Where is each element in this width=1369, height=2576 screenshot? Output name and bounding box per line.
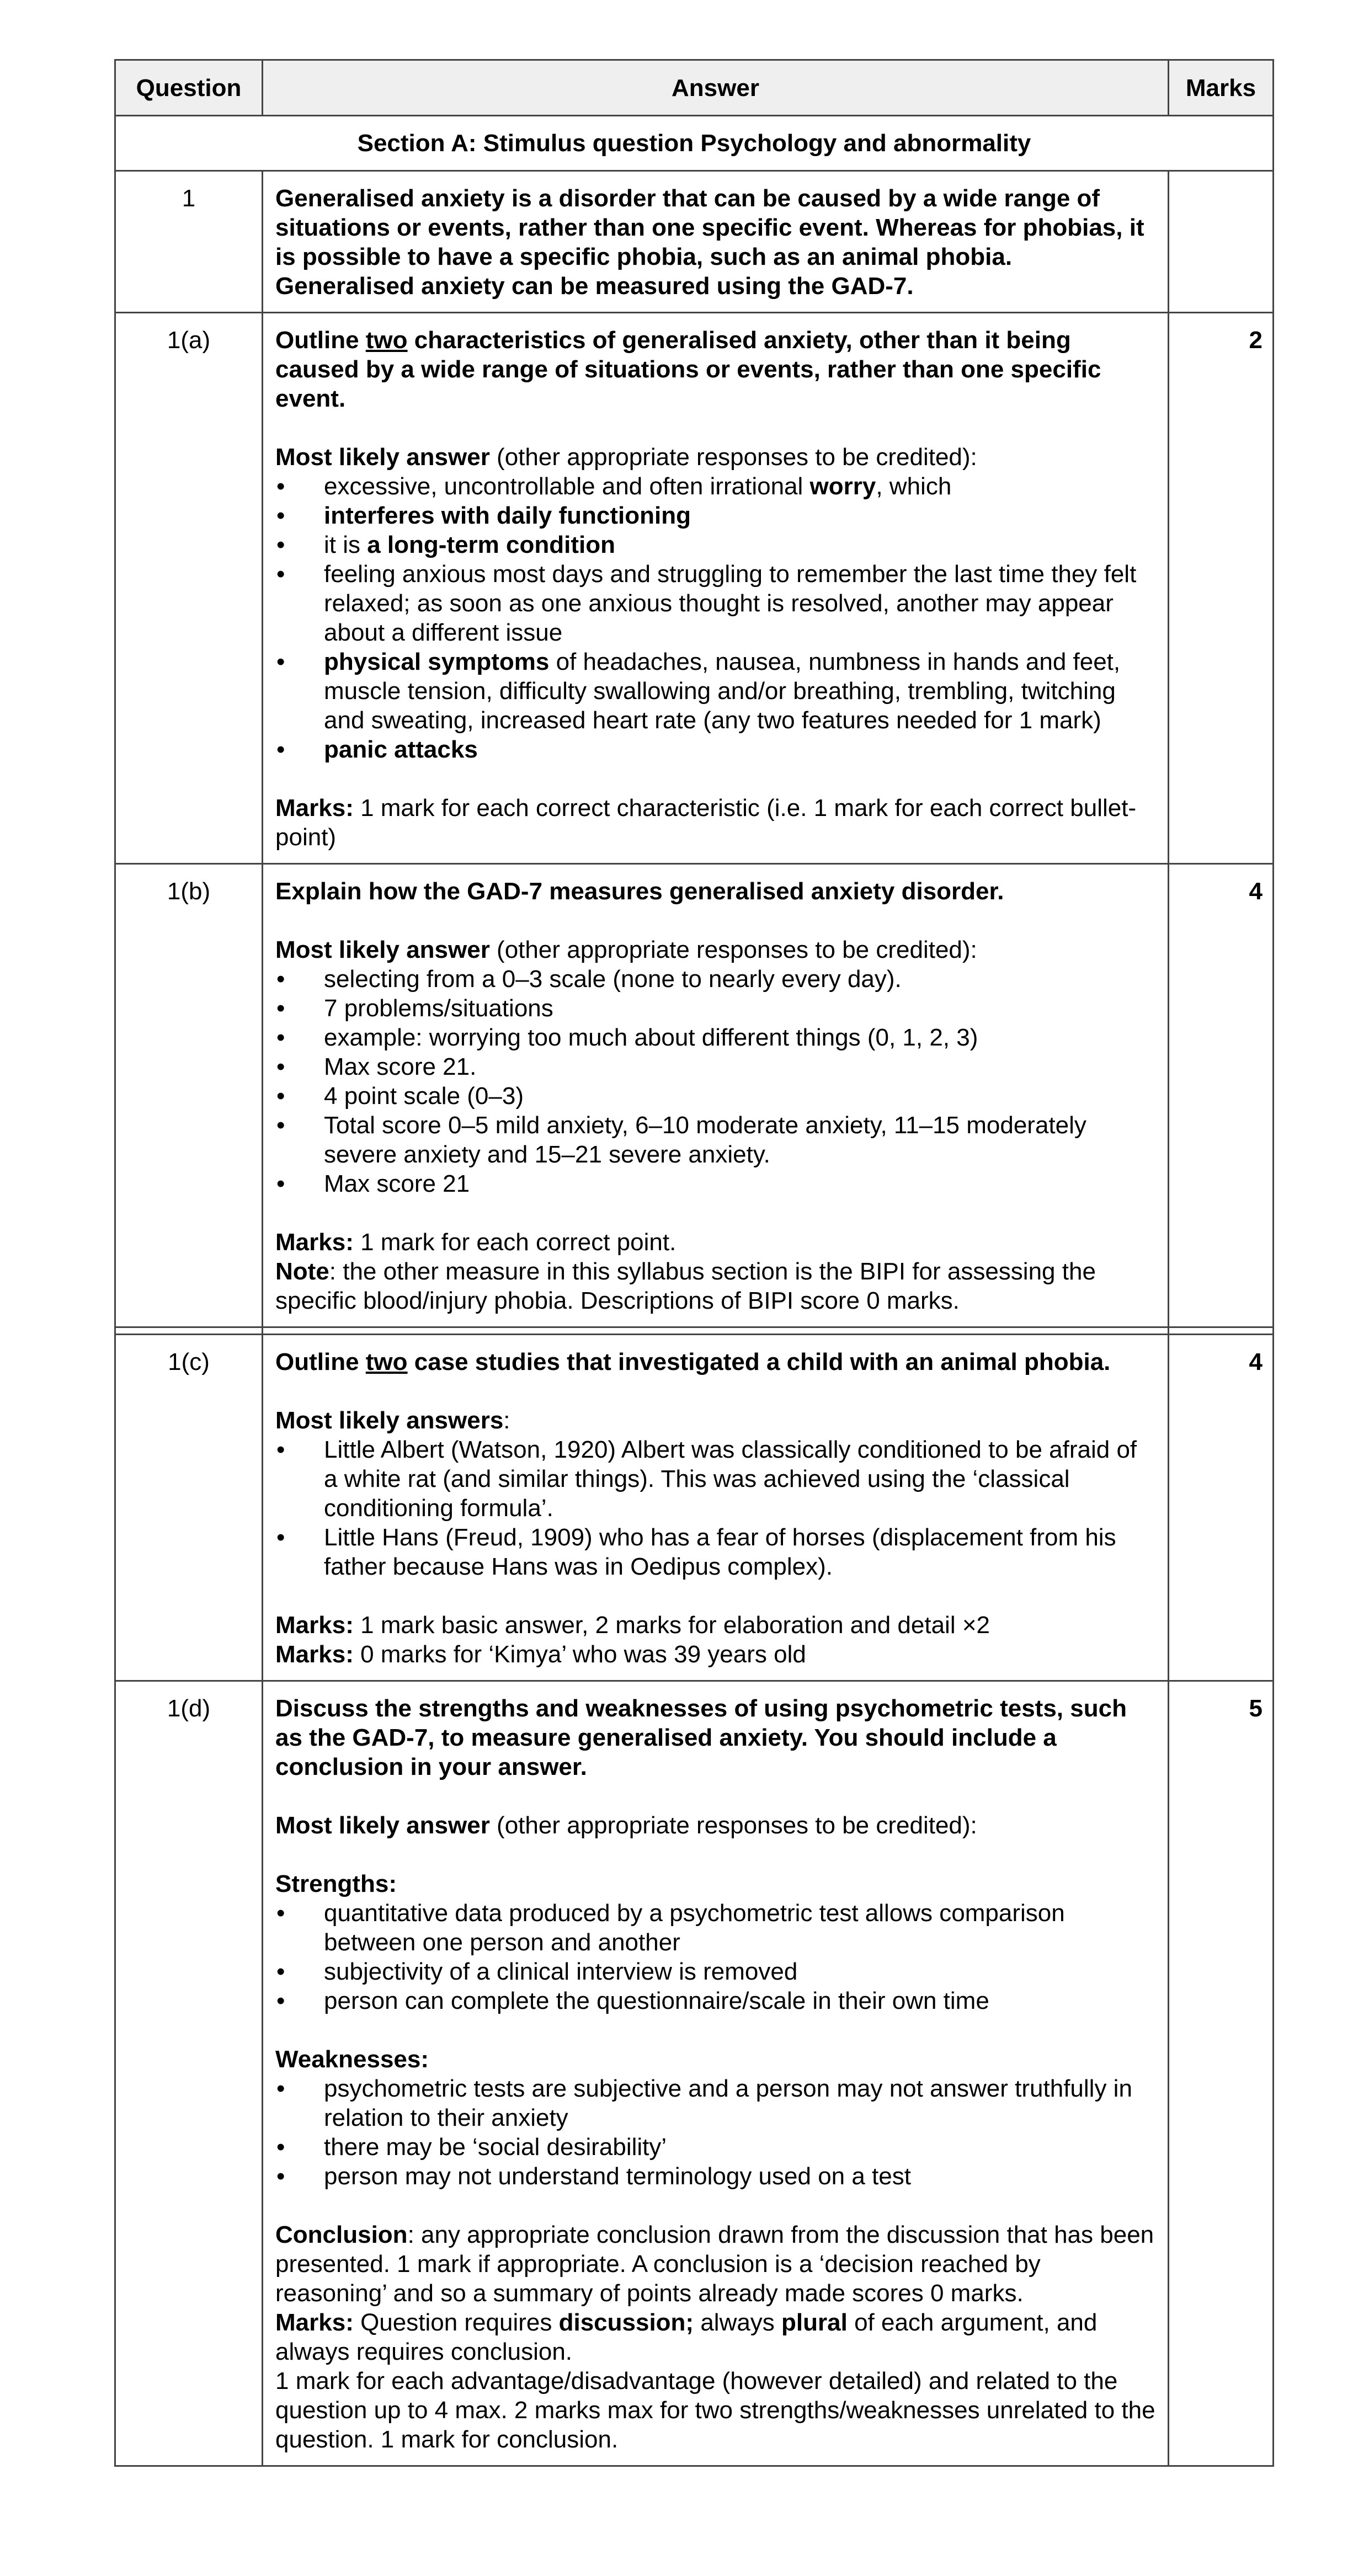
question-row-1d [115, 1681, 1274, 2466]
answer-bullets [275, 1435, 1155, 1581]
question-number: 1(a) [115, 313, 263, 864]
question-number: 1(d) [115, 1681, 263, 2466]
note: Note: the other measure in this syllabus section is the BIPI for assessing the specific blood/injury phobia. Descriptions of BIPI score 0 marks. [275, 1258, 1096, 1314]
marks-value: 5 [1169, 1681, 1274, 2466]
question-number: 1(c) [115, 1335, 263, 1681]
list-item: • quantitative data produced by a psychometric test allows comparison between one person and another [275, 1898, 1155, 1957]
answer-bullets [275, 472, 1155, 764]
question-row-1a [115, 313, 1274, 864]
list-item: • it is a long-term condition [275, 530, 1155, 559]
section-title: Section A: Stimulus question Psychology and abnormality [115, 116, 1274, 171]
most-likely-answer: Most likely answer (other appropriate responses to be credited): [275, 444, 977, 471]
list-item: • excessive, uncontrollable and often irrational worry, which [275, 472, 1155, 501]
question-prompt: Outline two characteristics of generalised anxiety, other than it being caused by a wide range of situations or events, rather than one specific event. [275, 327, 1101, 412]
header-row [115, 60, 1274, 116]
list-item: • Total score 0–5 mild anxiety, 6–10 moderate anxiety, 11–15 moderately severe anxiety and 15–21 severe anxiety. [275, 1111, 1155, 1169]
question-prompt: Discuss the strengths and weaknesses of using psychometric tests, such as the GAD-7, to measure generalised anxiety. You should include a conclusion in your answer. [275, 1695, 1127, 1780]
answer-cell [263, 864, 1169, 1327]
marks-value: 2 [1169, 313, 1274, 864]
list-item: • Little Albert (Watson, 1920) Albert was classically conditioned to be afraid of a white rat (and similar things). This was achieved using the ‘classical conditioning formula’. [275, 1435, 1155, 1523]
answer-cell [263, 313, 1169, 864]
list-item: • 7 problems/situations [275, 994, 1155, 1023]
list-item: • 4 point scale (0–3) [275, 1081, 1155, 1111]
list-item: • example: worrying too much about different things (0, 1, 2, 3) [275, 1023, 1155, 1052]
marks-guidance: Marks: 1 mark basic answer, 2 marks for elaboration and detail ×2 [275, 1612, 990, 1639]
section-row [115, 116, 1274, 171]
question-row-1c [115, 1335, 1274, 1681]
conclusion: Conclusion: any appropriate conclusion drawn from the discussion that has been presented. 1 mark if appropriate. A conclusion is a ‘decision reached by reasoning’ and so a summary of points already made scores 0 marks. [275, 2221, 1154, 2307]
answer-bullets [275, 964, 1155, 1198]
question-number: 1(b) [115, 864, 263, 1327]
question-prompt: Outline two case studies that investigated a child with an animal phobia. [275, 1348, 1111, 1375]
list-item: • there may be ‘social desirability’ [275, 2132, 1155, 2162]
list-item: • interferes with daily functioning [275, 501, 1155, 530]
list-item: • psychometric tests are subjective and a person may not answer truthfully in relation to their anxiety [275, 2074, 1155, 2132]
weaknesses-list [275, 2074, 1155, 2191]
list-item: • Max score 21 [275, 1169, 1155, 1198]
most-likely-answer: Most likely answer (other appropriate responses to be credited): [275, 936, 977, 963]
final-guidance: 1 mark for each advantage/disadvantage (however detailed) and related to the question up to 4 max. 2 marks max for two strengths/weaknesses unrelated to the question. 1 mark for conclusion. [275, 2367, 1155, 2453]
list-item: • feeling anxious most days and struggling to remember the last time they felt relaxed; as soon as one anxious thought is resolved, another may appear about a different issue [275, 559, 1155, 647]
marks-guidance: Marks: 1 mark for each correct point. [275, 1229, 676, 1256]
answer-header: Answer [263, 60, 1169, 116]
marks-value: 4 [1169, 1335, 1274, 1681]
row-divider [115, 1327, 1274, 1335]
list-item: • Little Hans (Freud, 1909) who has a fear of horses (displacement from his father because Hans was in Oedipus complex). [275, 1523, 1155, 1581]
marks-guidance: Marks: 0 marks for ‘Kimya’ who was 39 years old [275, 1641, 806, 1668]
answer-cell [263, 171, 1169, 313]
mark-scheme-table [114, 59, 1274, 2467]
answer-cell [263, 1335, 1169, 1681]
most-likely-answer: Most likely answer (other appropriate responses to be credited): [275, 1812, 977, 1839]
question-prompt: Explain how the GAD-7 measures generalised anxiety disorder. [275, 878, 1004, 905]
strengths-heading: Strengths: [275, 1870, 397, 1897]
list-item: • Max score 21. [275, 1052, 1155, 1081]
answer-cell [263, 1681, 1169, 2466]
list-item: • person may not understand terminology used on a test [275, 2162, 1155, 2191]
strengths-list [275, 1898, 1155, 2015]
list-item: • subjectivity of a clinical interview is removed [275, 1957, 1155, 1986]
marks-guidance: Marks: 1 mark for each correct characteristic (i.e. 1 mark for each correct bullet-point) [275, 794, 1137, 851]
list-item: • physical symptoms of headaches, nausea, numbness in hands and feet, muscle tension, difficulty swallowing and/or breathing, trembling, twitching and sweating, increased heart rate (any two features needed for 1 mark) [275, 647, 1155, 735]
list-item: • person can complete the questionnaire/scale in their own time [275, 1986, 1155, 2015]
list-item: • selecting from a 0–3 scale (none to nearly every day). [275, 964, 1155, 994]
question-row-1b [115, 864, 1274, 1327]
question-header: Question [115, 60, 263, 116]
marks-header: Marks [1169, 60, 1274, 116]
question-number: 1 [115, 171, 263, 313]
list-item: • panic attacks [275, 735, 1155, 764]
marks-guidance: Marks: Question requires discussion; always plural of each argument, and always requires conclusion. [275, 2309, 1098, 2365]
marks-value: 4 [1169, 864, 1274, 1327]
question-stem: Generalised anxiety is a disorder that can be caused by a wide range of situations or events, rather than one specific event. Whereas for phobias, it is possible to have a specific phobia, such as an animal phobia. Generalised anxiety can be measured using the GAD-7. [275, 185, 1144, 300]
marks-cell [1169, 171, 1274, 313]
question-row-1 [115, 171, 1274, 313]
weaknesses-heading: Weaknesses: [275, 2046, 429, 2073]
most-likely-answer: Most likely answers: [275, 1407, 510, 1434]
